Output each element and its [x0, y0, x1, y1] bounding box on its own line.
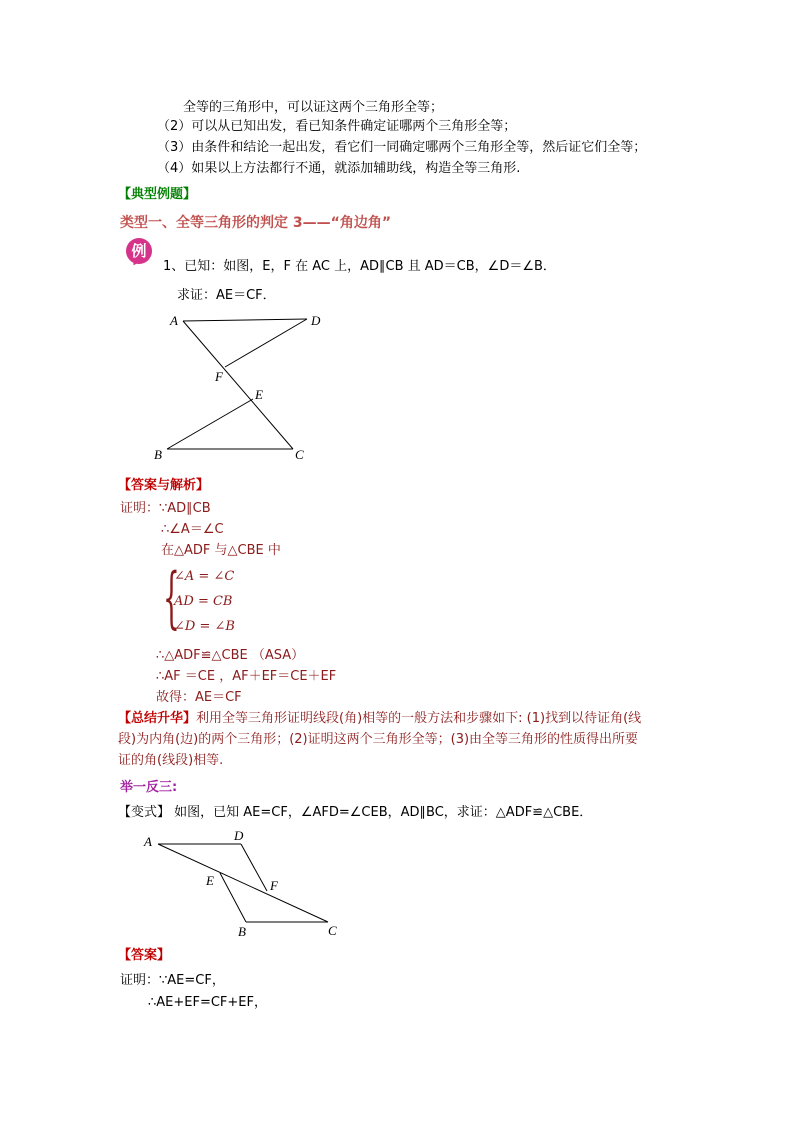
proof2-line-1: 证明：∵AE=CF， [120, 973, 225, 988]
summary-text-1: 利用全等三角形证明线段(角)相等的一般方法和步骤如下: (1)找到以待证角(线 [196, 711, 642, 726]
system-eq-3: ∠D = ∠B [174, 619, 235, 634]
label-A: A [170, 313, 178, 328]
example-badge: 例 [126, 238, 152, 264]
system-eq-2: AD = CB [174, 594, 233, 609]
proof2-line-2: ∴AE+EF=CF+EF， [148, 995, 267, 1010]
label-C: C [328, 923, 337, 938]
variant-tag: 【变式】 [118, 805, 171, 820]
label-D: D [311, 313, 321, 328]
figure-2 [135, 828, 345, 943]
method-3: （3）由条件和结论一起出发，看它们一同确定哪两个三角形全等，然后证它们全等； [157, 140, 647, 155]
proof-line-6: 故得：AE＝CF [156, 690, 242, 705]
proof-line-3: 在△ADF 与△CBE 中 [161, 543, 281, 558]
label-E: E [255, 387, 263, 402]
proof-line-5: ∴AF ＝CE ，AF＋EF＝CE＋EF [156, 669, 337, 684]
label-C: C [295, 447, 304, 462]
summary-line-2: 段)为内角(边)的两个三角形；(2)证明这两个三角形全等；(3)由全等三角形的性质得出所要 [118, 732, 639, 747]
label-B: B [238, 924, 246, 939]
label-B: B [154, 447, 162, 462]
label-F: F [270, 878, 278, 893]
label-D: D [234, 828, 244, 843]
segment-DF [225, 319, 307, 367]
section-heading: 【典型例题】 [118, 187, 197, 202]
variant-line [118, 804, 592, 822]
summary-line-1 [118, 710, 641, 728]
variant-text: 如图，已知 AE=CF，∠AFD=∠CEB，AD∥BC，求证：△ADF≌△CBE． [174, 805, 593, 820]
summary-tag: 【总结升华】 [118, 711, 197, 726]
method-2: （2）可以从已知出发，看已知条件确定证哪两个三角形全等； [157, 119, 517, 134]
proof-line-2: ∴∠A＝∠C [161, 522, 224, 537]
figure-1 [150, 310, 350, 465]
segment-EB [167, 399, 253, 449]
system-brace: { [163, 559, 180, 636]
label-E: E [206, 873, 214, 888]
problem-prove: 求证：AE＝CF． [177, 288, 276, 303]
answer-heading: 【答案与解析】 [118, 478, 210, 493]
proof-line-1: 证明：∵AD∥CB [120, 501, 211, 516]
system-eq-1: ∠A = ∠C [174, 569, 235, 584]
practice-heading: 举一反三: [120, 780, 178, 795]
segment-AD [183, 319, 307, 321]
method-1-continuation: 全等的三角形中，可以证这两个三角形全等； [183, 100, 444, 115]
segment-AC [158, 844, 328, 922]
answer2-heading: 【答案】 [118, 948, 171, 963]
segment-EB [220, 873, 246, 922]
type-heading: 类型一、全等三角形的判定 3——“角边角” [120, 215, 392, 231]
proof-line-4: ∴△ADF≌△CBE （ASA） [156, 648, 305, 663]
label-F: F [215, 369, 223, 384]
summary-line-3: 证的角(线段)相等. [118, 753, 224, 768]
problem-statement: 1、已知：如图，E，F 在 AC 上，AD∥CB 且 AD＝CB，∠D＝∠B． [163, 259, 556, 274]
method-4: （4）如果以上方法都行不通，就添加辅助线，构造全等三角形. [157, 161, 521, 176]
label-A: A [144, 834, 152, 849]
